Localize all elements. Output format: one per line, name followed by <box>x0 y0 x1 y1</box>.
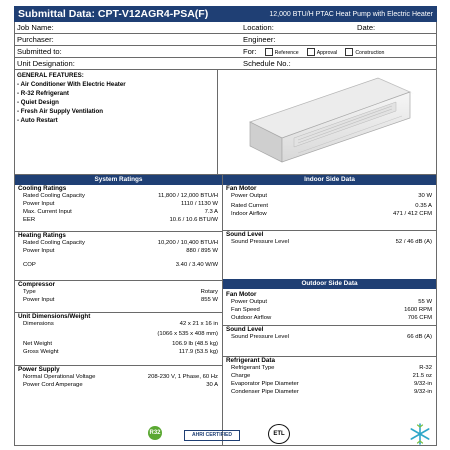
form-row-job <box>14 22 437 34</box>
spec-value: R-32 <box>419 365 432 371</box>
spec-value: 471 / 412 CFM <box>393 210 432 217</box>
r32-logo: R32 <box>148 426 162 440</box>
spec-row <box>223 334 436 342</box>
spec-row <box>15 217 222 225</box>
spec-value: 1600 RPM <box>404 306 432 313</box>
spec-key: Max. Current Input <box>23 208 72 215</box>
power-supply-section <box>15 365 222 390</box>
spec-key: Normal Operational Voltage <box>23 374 96 380</box>
spec-value: 880 / 895 W <box>186 247 218 254</box>
spec-value: 1110 / 1130 W <box>180 200 218 207</box>
construction-checkbox[interactable] <box>345 48 353 56</box>
ptac-unit-illustration <box>218 70 436 174</box>
heating-heading: Heating Ratings <box>18 232 66 239</box>
outdoor-sound-level <box>223 325 436 342</box>
spec-value: 66 dB (A) <box>407 334 432 340</box>
spec-value: 10.6 / 10.6 BTU/W <box>169 216 218 223</box>
compressor-section <box>15 280 222 305</box>
job-name-label: Job Name: <box>17 23 54 32</box>
form-row-purchaser <box>14 34 437 46</box>
construction-label: Construction <box>355 50 385 56</box>
schedule-no-label: Schedule No.: <box>243 59 291 68</box>
spec-row <box>15 289 222 297</box>
spec-key: Power Cord Amperage <box>23 381 83 388</box>
location-label: Location: <box>243 23 274 32</box>
etl-logo: ETL <box>268 424 290 444</box>
cooling-ratings <box>15 185 222 225</box>
spec-row <box>15 209 222 217</box>
sound-level-heading: Sound Level <box>226 326 264 333</box>
power-supply-heading: Power Supply <box>18 366 60 373</box>
spec-value: 117.9 (53.5 kg) <box>178 348 218 355</box>
reference-label: Reference <box>274 50 299 56</box>
spec-value: 55 W <box>418 299 432 305</box>
side-data-column <box>223 175 436 445</box>
spec-key: Dimensions <box>23 321 54 327</box>
spec-row <box>15 321 222 329</box>
spec-row <box>223 381 436 389</box>
spec-row <box>15 262 222 270</box>
approval-label: Approval <box>316 50 338 56</box>
spec-key: Fan Speed <box>231 306 260 313</box>
spec-value: Rotary <box>200 289 218 295</box>
spec-value: 30 A <box>206 381 218 388</box>
spec-key: Power Input <box>23 296 55 303</box>
spec-row <box>223 307 436 315</box>
refrigerant-data <box>223 356 436 397</box>
spec-value: 9/32-in <box>413 380 432 387</box>
features-row <box>14 70 437 175</box>
spec-value: 3.40 / 3.40 W/W <box>175 261 218 268</box>
spec-row <box>15 240 222 248</box>
spec-row <box>223 239 436 247</box>
spec-key: Rated Cooling Capacity <box>23 240 85 246</box>
spec-value: 42 x 21 x 16 in <box>179 321 218 327</box>
spec-key: Gross Weight <box>23 348 59 355</box>
dimensions-heading: Unit Dimensions/Weight <box>18 313 91 320</box>
engineer-label: Engineer: <box>243 35 276 44</box>
spec-value: 855 W <box>200 296 218 303</box>
spec-row <box>223 315 436 323</box>
cooling-heading: Cooling Ratings <box>18 185 67 192</box>
spec-value: 9/32-in <box>413 388 432 395</box>
spec-value: 208-230 V, 1 Phase, 60 Hz <box>147 374 218 380</box>
certification-logos <box>14 420 437 450</box>
dimensions-section <box>15 312 222 357</box>
spec-key: Power Output <box>231 299 268 305</box>
spec-key: Condenser Pipe Diameter <box>231 388 299 395</box>
spec-key: Outdoor Airflow <box>231 314 272 321</box>
fan-motor-heading: Fan Motor <box>226 185 257 192</box>
date-label: Date: <box>357 23 376 32</box>
refrigerant-heading: Refrigerant Data <box>226 357 275 364</box>
spec-value: 7.3 A <box>204 208 218 215</box>
submittal-sheet <box>14 6 437 446</box>
feature-item: - R-32 Refrigerant <box>17 90 69 97</box>
feature-item: - Fresh Air Supply Ventilation <box>17 108 104 115</box>
spec-key: Net Weight <box>23 340 53 347</box>
snowflake-icon <box>408 422 432 446</box>
spec-row <box>223 299 436 307</box>
spec-row <box>223 211 436 219</box>
spec-value: 0.35 A <box>415 202 432 209</box>
spec-value: 11,800 / 12,000 BTU/H <box>158 193 218 199</box>
feature-item: - Auto Restart <box>17 117 58 124</box>
ahri-certified-logo: AHRI CERTIFIED <box>184 430 240 441</box>
spec-row <box>15 201 222 209</box>
submitted-to-label: Submitted to: <box>17 47 62 56</box>
form-row-unit <box>14 58 437 70</box>
spec-row <box>223 365 436 373</box>
spec-row <box>15 193 222 201</box>
document-title: Submittal Data: CPT-V12AGR4-PSA(F) <box>18 8 209 20</box>
spec-value: 52 / 46 dB (A) <box>395 239 432 245</box>
spec-row <box>15 374 222 382</box>
spec-key: Evaporator Pipe Diameter <box>231 380 299 387</box>
purchaser-label: Purchaser: <box>17 35 54 44</box>
feature-item: - Air Conditioner With Electric Heater <box>17 81 126 88</box>
spec-value: 21.5 oz <box>412 372 432 379</box>
spec-row <box>223 389 436 397</box>
for-options <box>241 47 436 56</box>
spec-value: 106.9 lb (48.5 kg) <box>172 340 218 347</box>
fan-motor-heading: Fan Motor <box>226 291 257 298</box>
spec-key: Indoor Airflow <box>231 210 267 217</box>
spec-key: Rated Cooling Capacity <box>23 193 85 199</box>
general-features <box>15 70 218 174</box>
spec-row <box>15 382 222 390</box>
spec-key: Rated Current <box>231 202 268 209</box>
spec-grid <box>14 175 437 446</box>
form-row-submitted <box>14 46 437 58</box>
spec-key: Charge <box>231 372 251 379</box>
reference-checkbox[interactable] <box>265 48 273 56</box>
outdoor-side-band: Outdoor Side Data <box>223 279 436 289</box>
spec-row <box>15 248 222 256</box>
outdoor-fan-motor <box>223 291 436 323</box>
document-subtitle: 12,000 BTU/H PTAC Heat Pump with Electric Heater <box>269 10 433 18</box>
spec-value: 10,200 / 10,400 BTU/H <box>157 240 218 246</box>
spec-key: Refrigerant Type <box>231 365 275 371</box>
feature-item: - Quiet Design <box>17 99 59 106</box>
spec-row <box>223 373 436 381</box>
spec-row <box>223 193 436 201</box>
spec-row <box>15 331 222 339</box>
indoor-side-band: Indoor Side Data <box>223 175 436 185</box>
for-label: For: <box>243 47 257 56</box>
spec-key: Power Input <box>23 200 55 207</box>
spec-value: 706 CFM <box>407 314 432 321</box>
heating-ratings <box>15 231 222 270</box>
indoor-fan-motor <box>223 185 436 219</box>
spec-key: EER <box>23 216 36 223</box>
spec-key: Sound Pressure Level <box>231 334 289 340</box>
spec-key: COP <box>23 261 36 268</box>
sound-level-heading: Sound Level <box>226 231 264 238</box>
product-image <box>218 70 436 174</box>
indoor-sound-level <box>223 230 436 247</box>
spec-row <box>15 341 222 349</box>
unit-designation-label: Unit Designation: <box>17 59 75 68</box>
spec-row <box>15 297 222 305</box>
spec-row <box>15 349 222 357</box>
system-column <box>15 175 223 445</box>
features-heading: GENERAL FEATURES: <box>17 72 84 79</box>
spec-value: (1066 x 535 x 408 mm) <box>157 330 218 337</box>
spec-key: Sound Pressure Level <box>231 239 289 245</box>
compressor-heading: Compressor <box>18 281 56 288</box>
spec-key: Power Output <box>231 193 268 199</box>
spec-key: Power Input <box>23 247 55 254</box>
spec-key: Type <box>23 289 36 295</box>
spec-value: 30 W <box>418 193 432 199</box>
system-ratings-band: System Ratings <box>15 175 222 185</box>
title-bar <box>14 6 437 22</box>
spec-row <box>223 203 436 211</box>
approval-checkbox[interactable] <box>307 48 315 56</box>
